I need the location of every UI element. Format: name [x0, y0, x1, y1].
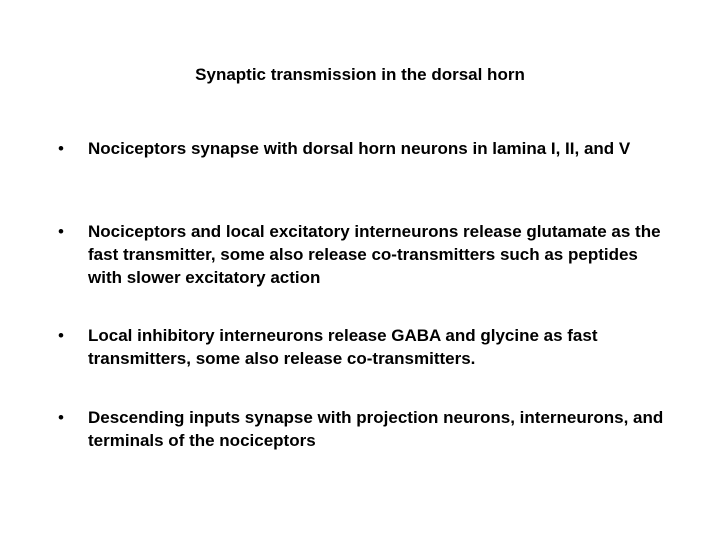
- slide-title: Synaptic transmission in the dorsal horn: [195, 65, 525, 84]
- bullet-text: Local inhibitory interneurons release GABA and glycine as fast transmitters, some also release co-transmitters.: [88, 326, 598, 368]
- bullet-text: Nociceptors and local excitatory interneurons release glutamate as the fast transmitter, some also release co-transmitters such as peptides with slower excitatory action: [88, 222, 661, 287]
- bullet-text: Descending inputs synapse with projection neurons, interneurons, and terminals of the nociceptors: [88, 408, 664, 450]
- bullet-icon: •: [58, 326, 64, 345]
- bullet-text: Nociceptors synapse with dorsal horn neurons in lamina I, II, and V: [88, 139, 631, 158]
- bullet-item: [58, 220, 668, 289]
- bullet-item: [58, 324, 668, 370]
- bullet-item: [58, 137, 668, 160]
- bullet-icon: •: [58, 408, 64, 427]
- bullet-item: [58, 406, 668, 452]
- bullet-icon: •: [58, 222, 64, 241]
- bullet-icon: •: [58, 139, 64, 158]
